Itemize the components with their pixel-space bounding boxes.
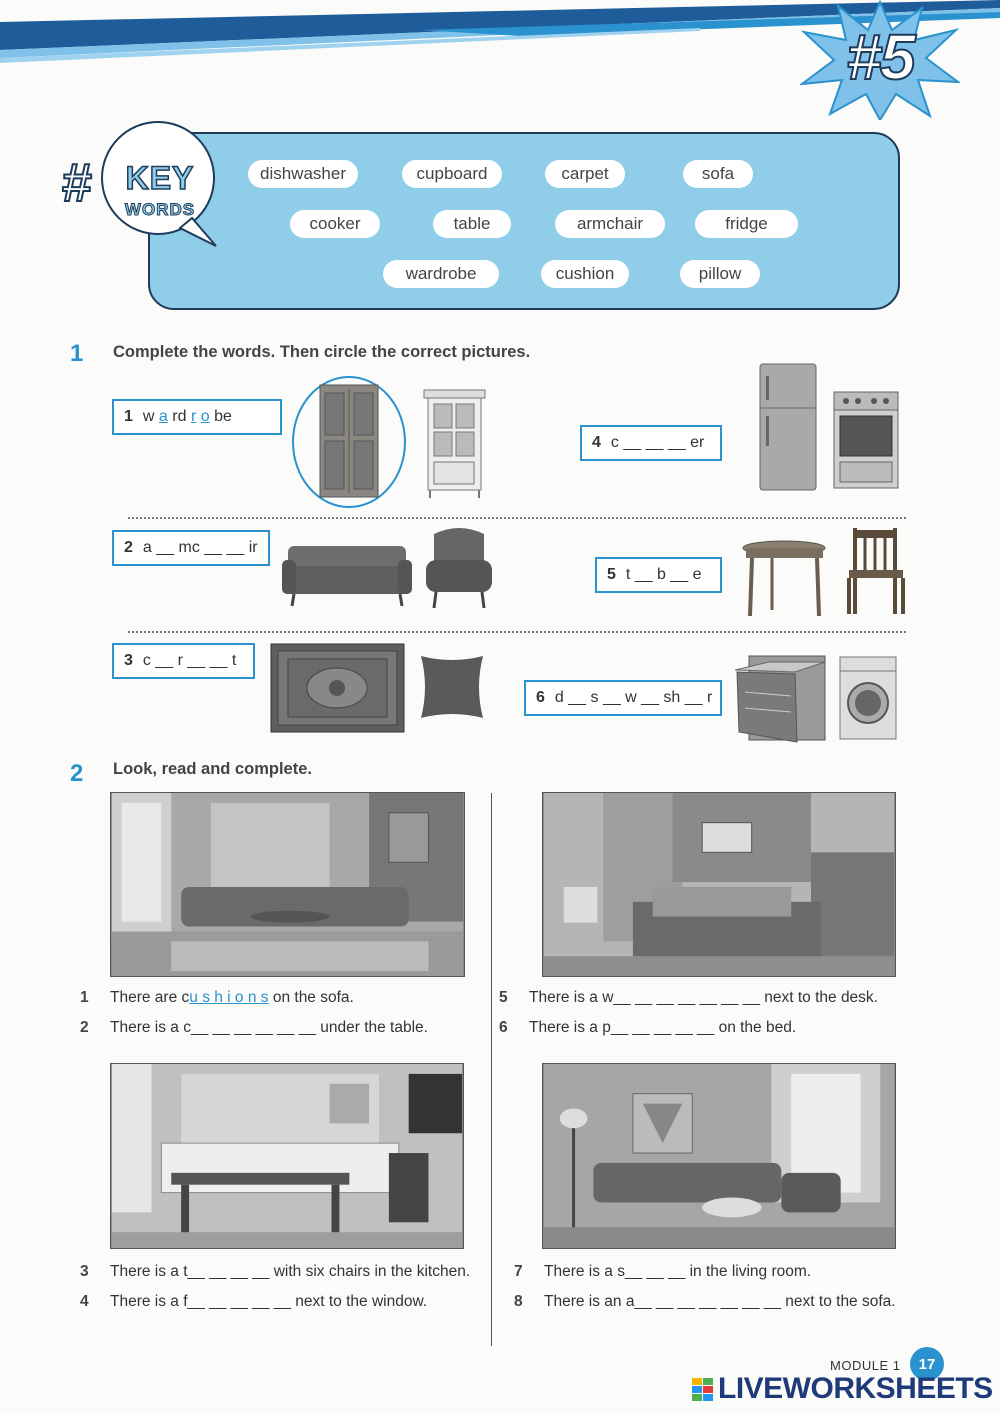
item-letters: d __ s __ w __ sh __ r [554,689,713,706]
item-letters: be [214,408,232,425]
chip-wardrobe: wardrobe [383,260,499,288]
liveworksheets-logo-icon [692,1378,714,1402]
answer-text: u s h i o n s [189,989,269,1006]
item-number: 5 [607,566,616,583]
divider [128,631,906,633]
item-number: 4 [592,434,601,451]
cooker-picture[interactable] [832,390,900,492]
sentence-4[interactable]: 4 There is a f__ __ __ __ __ next to the window. [80,1293,428,1310]
chip-table: table [433,210,511,238]
item-number: 2 [124,539,133,556]
word-box-5[interactable] [595,557,722,593]
item-letters: rd [172,408,187,425]
living-room-photo [110,792,465,977]
sofa-picture[interactable] [282,542,412,608]
module-badge: #5 [846,21,914,93]
sentence-7[interactable]: 7 There is a s__ __ __ in the living room. [514,1263,812,1280]
exercise-2-title: Look, read and complete. [113,760,312,778]
item-letters: w [142,408,155,425]
exercise-1-number: 1 [70,340,84,367]
sentence-2[interactable]: 2 There is a c__ __ __ __ __ __ under the table. [80,1019,428,1036]
chip-armchair: armchair [555,210,665,238]
chip-sofa: sofa [683,160,753,188]
item-number: 3 [124,652,133,669]
item-letters: c __ __ __ er [610,434,705,451]
armchair-picture[interactable] [424,524,494,612]
hash-icon: # [62,153,93,213]
column-divider [491,793,492,1346]
kitchen-photo [110,1063,464,1249]
key-words-title-key: KEY [125,160,195,196]
word-box-4[interactable] [580,425,722,461]
sentence-6[interactable]: 6 There is a p__ __ __ __ __ on the bed. [499,1019,797,1036]
item-number: 6 [536,689,545,706]
item-letters: c __ r __ __ t [142,652,237,669]
chip-cooker: cooker [290,210,380,238]
cupboard-picture[interactable] [422,388,487,500]
item-letters: a __ mc __ __ ir [142,539,258,556]
dishwasher-picture[interactable] [735,652,827,744]
chip-cushion: cushion [541,260,629,288]
chip-fridge: fridge [695,210,798,238]
cushion-picture[interactable] [417,652,487,722]
answer-letter: r [190,408,197,425]
key-words-title-words: WORDS [124,200,196,219]
exercise-2-number: 2 [70,760,84,787]
living-room-2-photo [542,1063,896,1249]
sentence-8[interactable]: 8 There is an a__ __ __ __ __ __ __ next to the sofa. [514,1293,896,1310]
item-letters: t __ b __ e [625,566,702,583]
bedroom-photo [542,792,896,977]
chip-carpet: carpet [545,160,625,188]
word-box-2[interactable] [112,530,270,566]
brand-name[interactable]: LIVEWORKSHEETS [718,1372,993,1405]
chair-picture[interactable] [845,526,907,616]
answer-letter: a [158,408,168,425]
word-box-6[interactable] [524,680,722,716]
chip-pillow: pillow [680,260,760,288]
carpet-picture[interactable] [270,643,405,733]
table-picture[interactable] [742,540,827,618]
item-number: 1 [124,408,133,425]
sentence-5[interactable]: 5 There is a w__ __ __ __ __ __ __ next to the desk. [499,989,878,1006]
chip-dishwasher: dishwasher [248,160,358,188]
answer-letter: o [200,408,210,425]
page-number: 17 [910,1347,944,1381]
sentence-1[interactable]: 1 There are cu s h i o n s on the sofa. [80,989,354,1006]
washing-machine-picture[interactable] [838,655,898,741]
word-box-3[interactable] [112,643,255,679]
word-box-1[interactable] [112,399,282,435]
fridge-picture[interactable] [758,362,818,492]
exercise-1-title: Complete the words. Then circle the correct pictures. [113,343,531,361]
chip-cupboard: cupboard [402,160,502,188]
wardrobe-picture[interactable] [290,375,408,510]
sentence-3[interactable]: 3 There is a t__ __ __ __ with six chairs in the kitchen. [80,1263,471,1280]
divider [128,517,906,519]
module-label: MODULE 1 [830,1358,901,1373]
